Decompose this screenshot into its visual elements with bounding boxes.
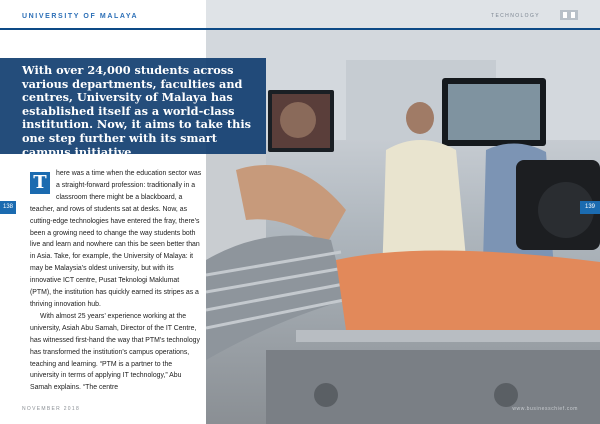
magazine-logo-icon bbox=[560, 9, 578, 21]
section-header: TECHNOLOGY bbox=[490, 13, 540, 19]
publication-header: UNIVERSITY OF MALAYA bbox=[22, 13, 139, 20]
article-body bbox=[30, 168, 202, 394]
endoscope-image bbox=[280, 102, 316, 138]
page-number-left: 138 bbox=[0, 201, 16, 214]
intro-standfirst: With over 24,000 students across various departments, faculties and centres, University of Malaya has established itself as a world-class institution. Now, it aims to take this one step further with its smart campus initiative bbox=[22, 63, 252, 159]
footer-website: www.businesschief.com bbox=[512, 406, 578, 412]
dropcap: T bbox=[30, 172, 50, 194]
paragraph-1-text: here was a time when the education sector was a straight-forward profession: traditionally in a classroom there might be a blackboard, a teacher, and rows of students sat at desks. Now, as cutting-edge technologies have entered the fray, there’s been a growing need to change the way students both live and learn and nowhere can this be seen better than in Asia. Take, for example, the University of Malaya: it may be Malaysia’s oldest university, but with its innovative ICT centre, Pusat Teknologi Maklumat (PTM), the institution has quickly earned its stripes as a thriving innovation hub. bbox=[30, 170, 202, 308]
page-number-right: 139 bbox=[580, 201, 600, 214]
table-rail bbox=[296, 330, 600, 342]
footer-date: NOVEMBER 2018 bbox=[22, 406, 81, 412]
table-base bbox=[266, 350, 600, 424]
surgeon-head bbox=[406, 102, 434, 134]
monitor-right-screen bbox=[448, 84, 540, 140]
paragraph-1 bbox=[30, 168, 202, 311]
patient-blanket bbox=[336, 250, 600, 340]
header-rule bbox=[0, 28, 600, 30]
paragraph-2: With almost 25 years’ experience working at the university, Asiah Abu Samah, Director of the IT Centre, has witnessed first-hand the way that PTM’s technology has transformed the institution’s campus operations, teaching and learning. “PTM is a partner to the university in terms of applying IT technology,” Abu Samah explains. “The centre bbox=[30, 312, 200, 392]
